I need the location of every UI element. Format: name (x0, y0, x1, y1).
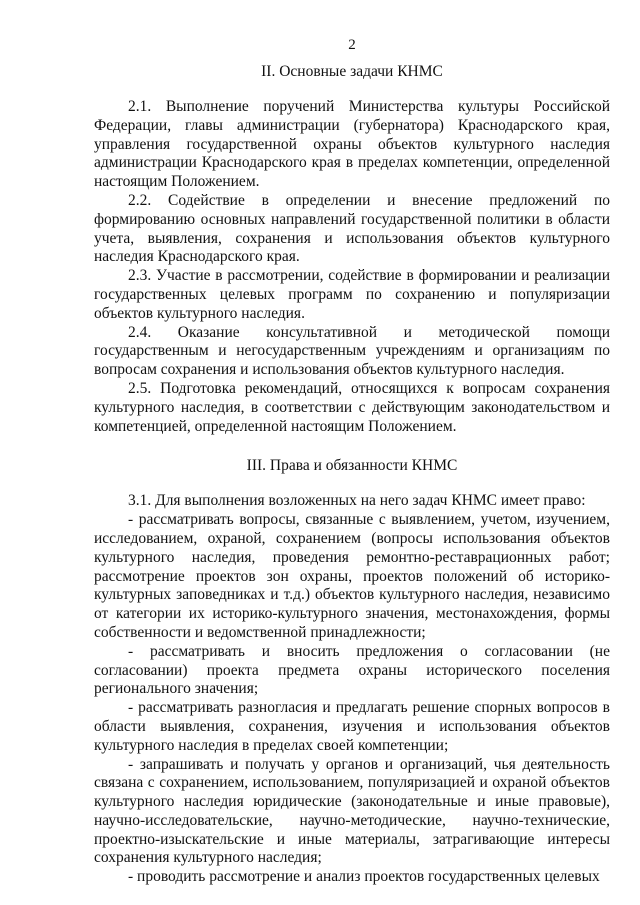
paragraph-2-2: 2.2. Содействие в определении и внесение предложений по формированию основных направлений государственной политики в области учета, выявления, сохранения и использования объектов культурного наследия Краснодарского края. (94, 191, 610, 266)
paragraph-2-5: 2.5. Подготовка рекомендаций, относящихся к вопросам сохранения культурного наследия, в соответствии с действующим законодательством и компетенцией, определенной настоящим Положением. (94, 379, 610, 435)
section-3-heading: III. Права и обязанности КНМС (246, 457, 458, 475)
paragraph-3-1: 3.1. Для выполнения возложенных на него задач КНМС имеет право: (128, 492, 586, 510)
page-number: 2 (348, 37, 356, 53)
section-2-body (94, 98, 610, 436)
section-2-heading: II. Основные задачи КНМС (261, 63, 443, 80)
paragraph-2-1: 2.1. Выполнение поручений Министерства культуры Российской Федерации, главы администрации (губернатора) Краснодарского края, управления государственной охраны объектов культурного наследия администрации Краснодарского края в пределах компетенции, определенной настоящим Положением. (94, 98, 610, 191)
paragraph-2-3: 2.3. Участие в рассмотрении, содействие в формировании и реализации государственных целевых программ по сохранению и популяризации объектов культурного наследия. (94, 267, 610, 322)
list-item: - рассматривать вопросы, связанные с выявлением, учетом, изучением, исследованием, охраной, сохранением (вопросы использования объектов культурного наследия, проведения ремонтно-реставрационных работ; рассмотрение проектов зон охраны, проектов положений об историко-культурных заповедниках и т.д.) объектов культурного наследия, независимо от категории их историко-культурного значения, местонахождения, формы собственности и ведомственной принадлежности; (94, 511, 610, 641)
list-item: - проводить рассмотрение и анализ проектов государственных целевых (128, 868, 600, 886)
paragraph-2-4: 2.4. Оказание консультативной и методической помощи государственным и негосударственным учреждениям и организациям по вопросам сохранения и использования объектов культурного наследия. (94, 323, 610, 379)
list-item: - рассматривать и вносить предложения о согласовании (не согласовании) проекта предмета охраны исторического поселения регионального значения; (94, 642, 610, 698)
list-item: - рассматривать разногласия и предлагать решение спорных вопросов в области выявления, сохранения, изучения и использования объектов культурного наследия в пределах своей компетенции; (94, 699, 610, 754)
list-item: - запрашивать и получать у органов и организаций, чья деятельность связана с сохранением, использованием, популяризацией и охраной объектов культурного наследия юридические (законодательные и иные правовые), научно-исследовательские, научно-методические, научно-технические, проектно-изыскательские и иные материалы, затрагивающие интересы сохранения культурного наследия; (94, 755, 610, 867)
section-3-body (94, 492, 610, 887)
